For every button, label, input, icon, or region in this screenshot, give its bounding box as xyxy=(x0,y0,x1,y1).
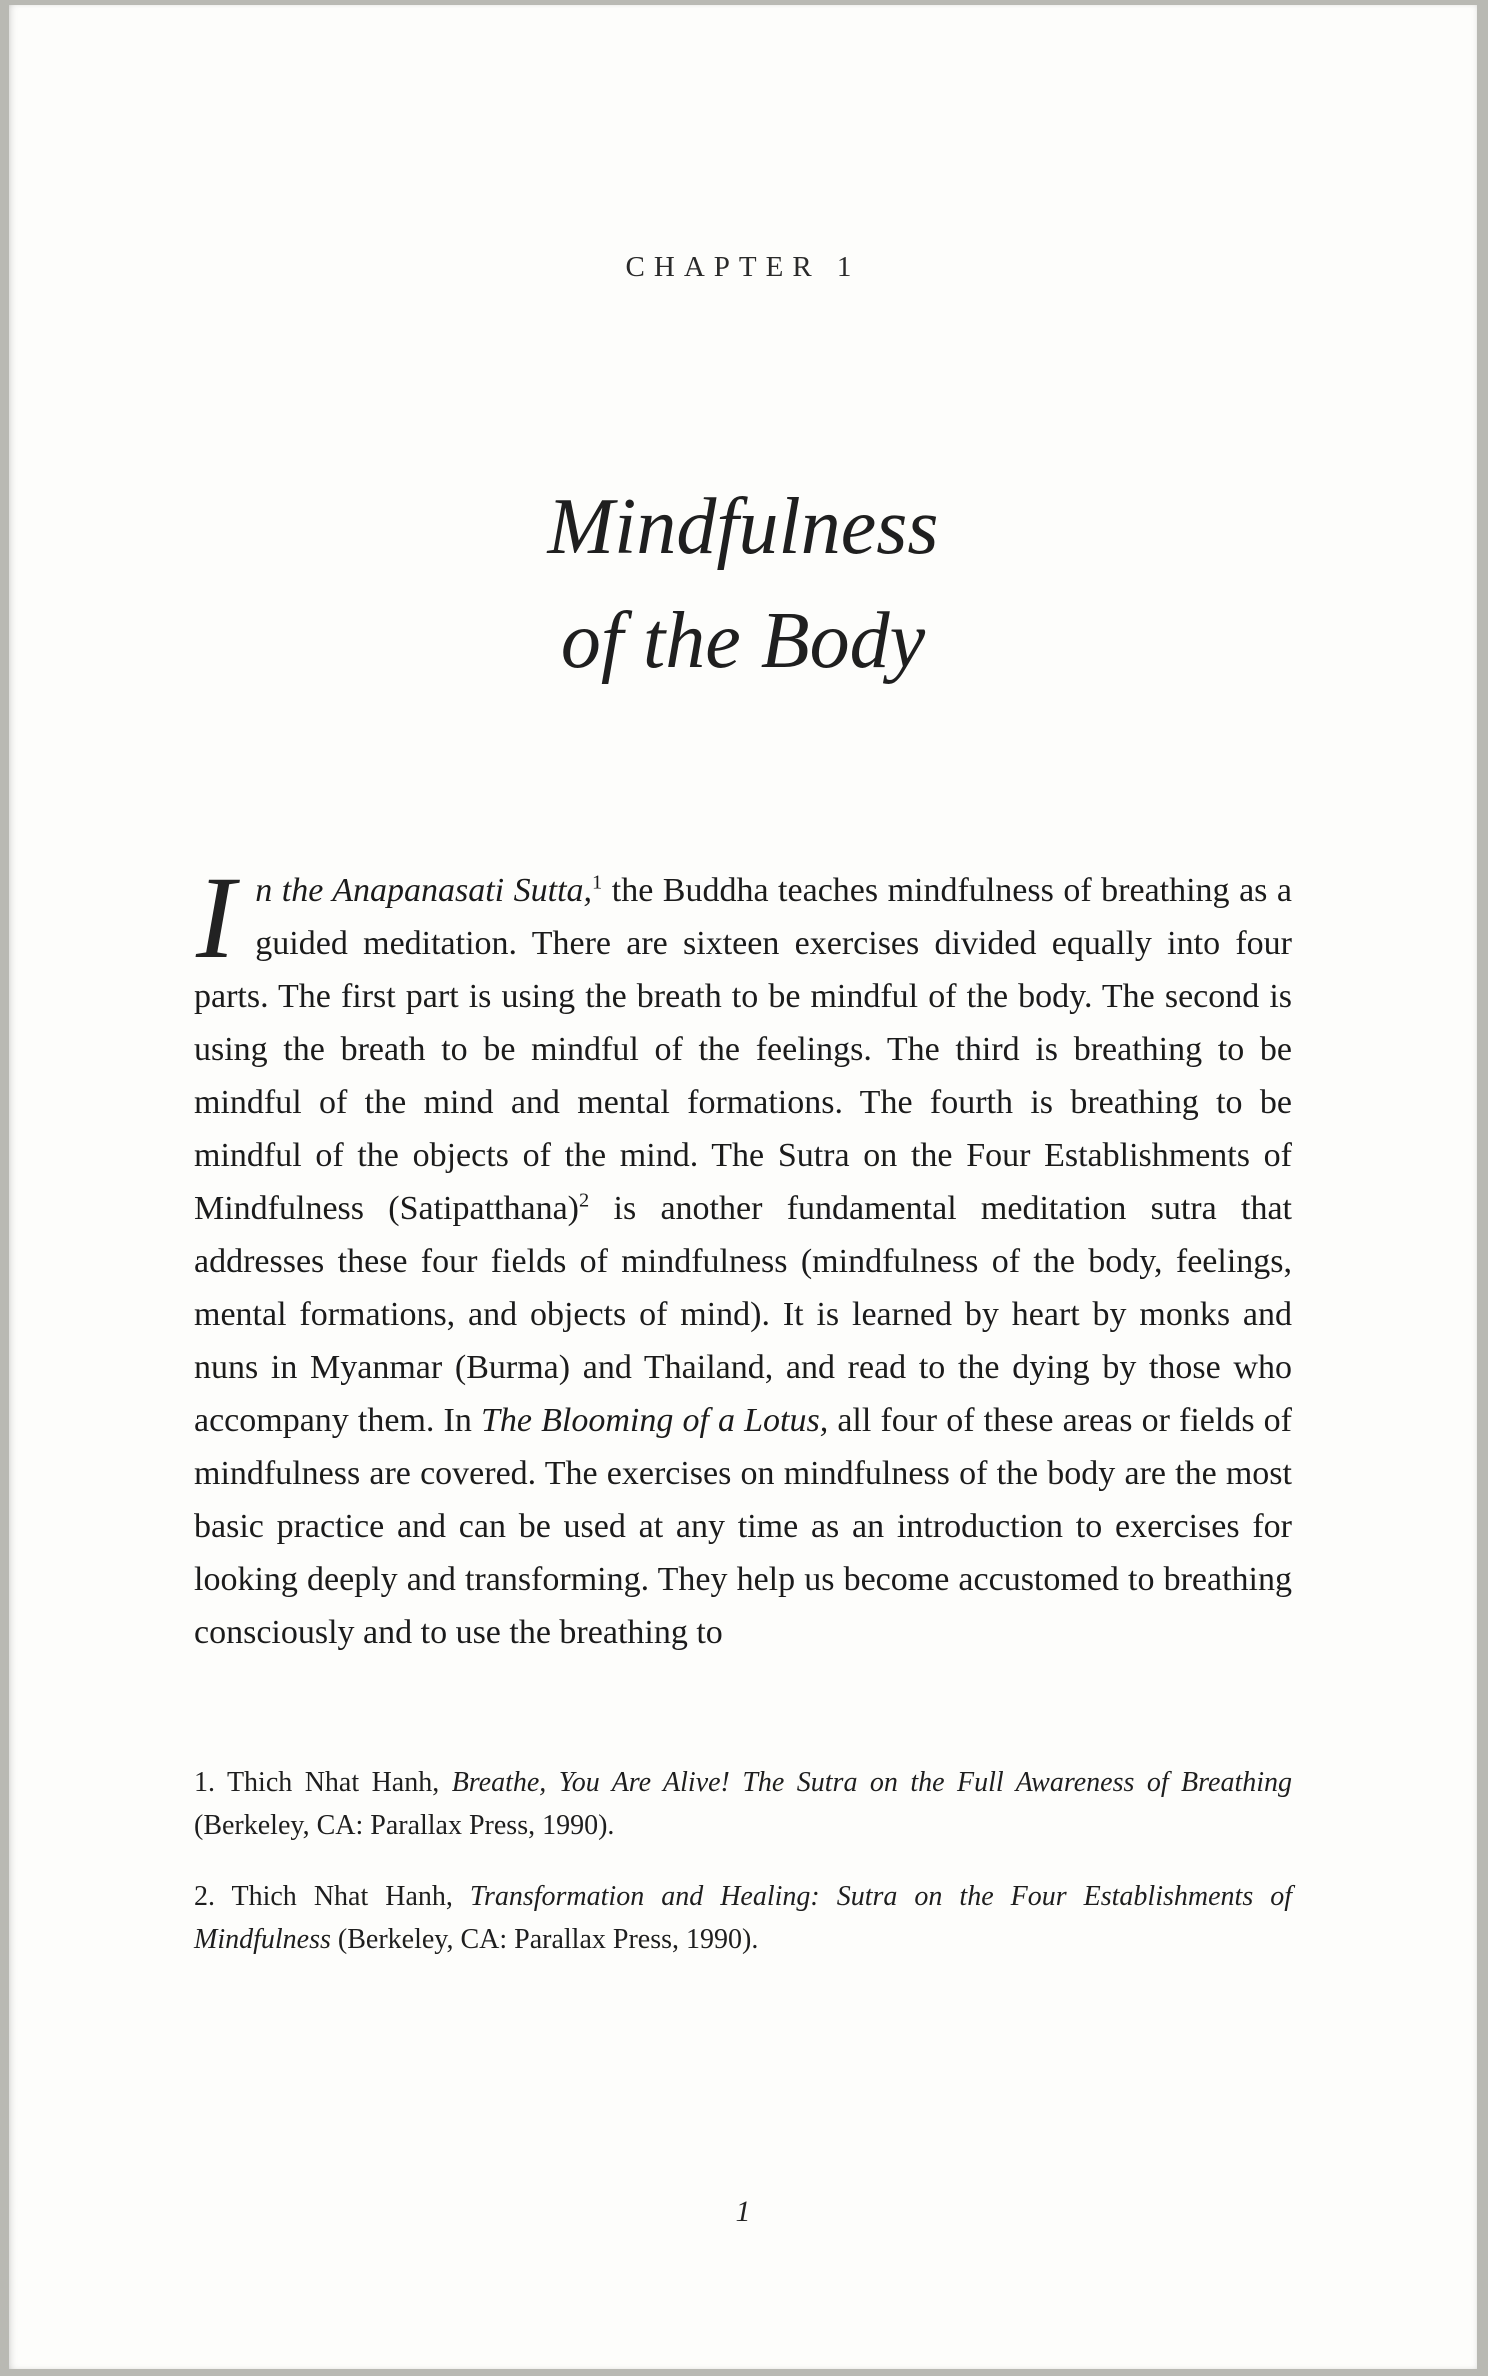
dropcap-letter: I xyxy=(196,852,236,983)
chapter-title xyxy=(9,470,1477,698)
chapter-title-line2: of the Body xyxy=(560,597,926,685)
page-number: 1 xyxy=(735,2195,751,2228)
body-paragraph xyxy=(194,852,1292,1659)
chapter-label: CHAPTER 1 xyxy=(625,251,861,283)
book-page xyxy=(9,5,1477,2369)
footnote-2: 2. Thich Nhat Hanh, Transformation and Healing: Sutra on the Four Establishments of Mindfulness (Berkeley, CA: Parallax Press, 1990). xyxy=(194,1881,1293,1955)
body-paragraph-text: n the Anapanasati Sutta,$^1$ the Buddha teaches mindfulness of breathing as a guided meditation. There are sixteen exercises divided equally into four parts. The first part is using the breath to be mindful of the body. The second is using the breath to be mindful of the feelings. The third is breathing to be mindful of the mind and mental formations. The fourth is breathing to be mindful of the objects of the mind. The Sutra on the Four Establishments of Mindfulness (Satipatthana)$^2$ is another fundamental meditation sutra that addresses these four fields of mindfulness (mindfulness of the body, feelings, mental formations, and objects of mind). It is learned by heart by monks and nuns in Myanmar (Burma) and Thailand, and read to the dying by those who accompany them. In The Blooming of a Lotus, all four of these areas or fields of mindfulness are covered. The exercises on mindfulness of the body are the most basic practice and can be used at any time as an introduction to exercises for looking deeply and transforming. They help us become accustomed to breathing consciously and to use the breathing to xyxy=(194,871,1292,1651)
footnote-1: 1. Thich Nhat Hanh, Breathe, You Are Alive! The Sutra on the Full Awareness of Breathing (Berkeley, CA: Parallax Press, 1990). xyxy=(194,1767,1292,1841)
chapter-title-line1: Mindfulness xyxy=(547,483,939,571)
footnotes-section xyxy=(194,1761,1292,1961)
